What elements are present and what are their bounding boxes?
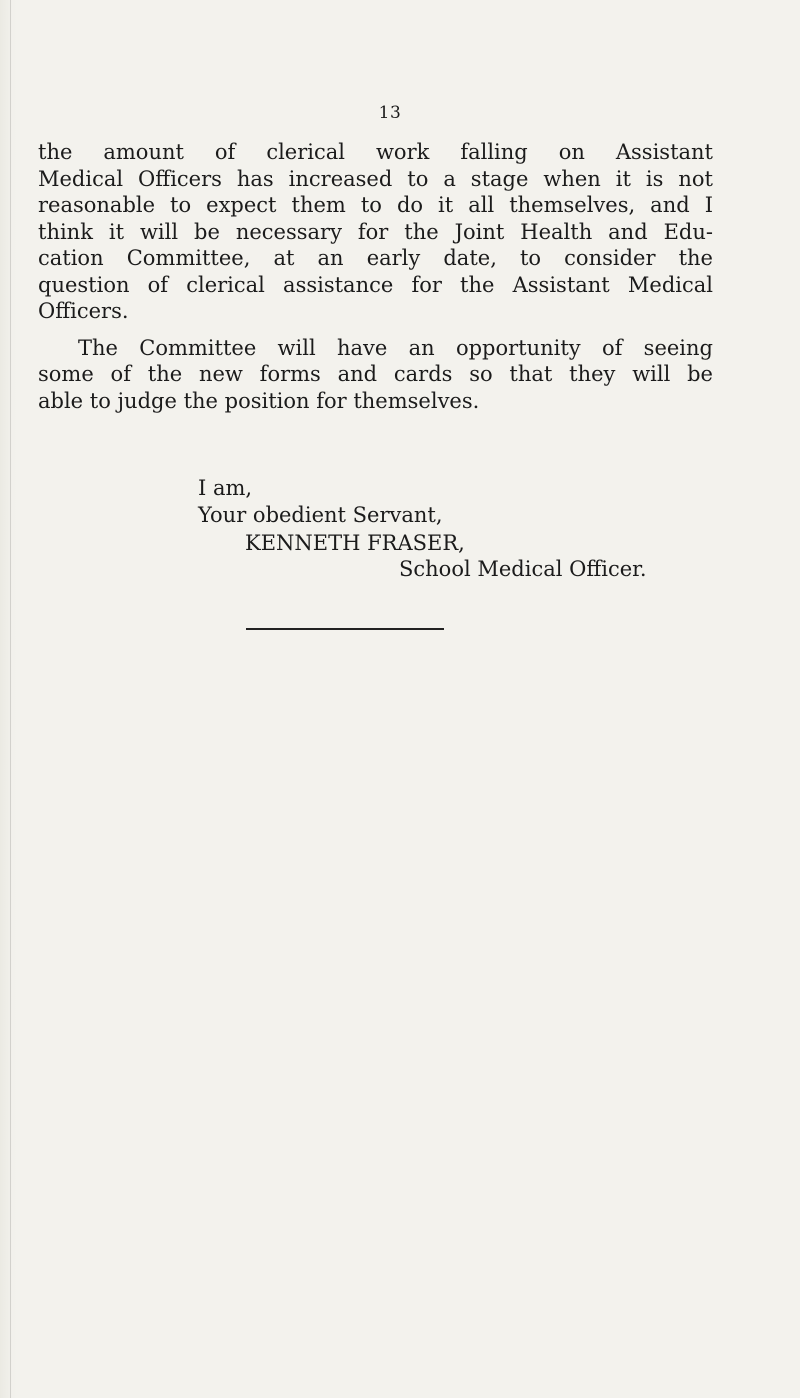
paragraph-committee-forms xyxy=(38,335,713,415)
text-line: Medical Officers has increased to a stage when it is not xyxy=(38,166,713,191)
page-number: 13 xyxy=(378,103,402,123)
signatory-name: KENNETH FRASER, xyxy=(245,531,465,555)
text-line: Officers. xyxy=(38,299,129,323)
text-line: question of clerical assistance for the Assistant Medical xyxy=(38,272,713,297)
paragraph-clerical-work xyxy=(38,139,713,325)
section-divider xyxy=(246,628,444,630)
text-line: cation Committee, at an early date, to consider the xyxy=(38,246,713,270)
closing-servant: Your obedient Servant, xyxy=(198,503,443,527)
text-line: reasonable to expect them to do it all themselves, and I xyxy=(38,193,713,217)
closing-salutation: I am, xyxy=(198,476,253,500)
text-line: able to judge the position for themselves. xyxy=(38,388,480,413)
text-line: The Committee will have an opportunity of seeing xyxy=(78,335,713,360)
page-binding-edge xyxy=(0,0,18,1398)
text-line: think it will be necessary for the Joint Health and Edu- xyxy=(38,219,713,244)
letter-body xyxy=(38,139,713,414)
signatory-title: School Medical Officer. xyxy=(399,557,647,581)
text-line: some of the new forms and cards so that they will be xyxy=(38,362,713,386)
text-line: the amount of clerical work falling on Assistant xyxy=(38,140,713,164)
